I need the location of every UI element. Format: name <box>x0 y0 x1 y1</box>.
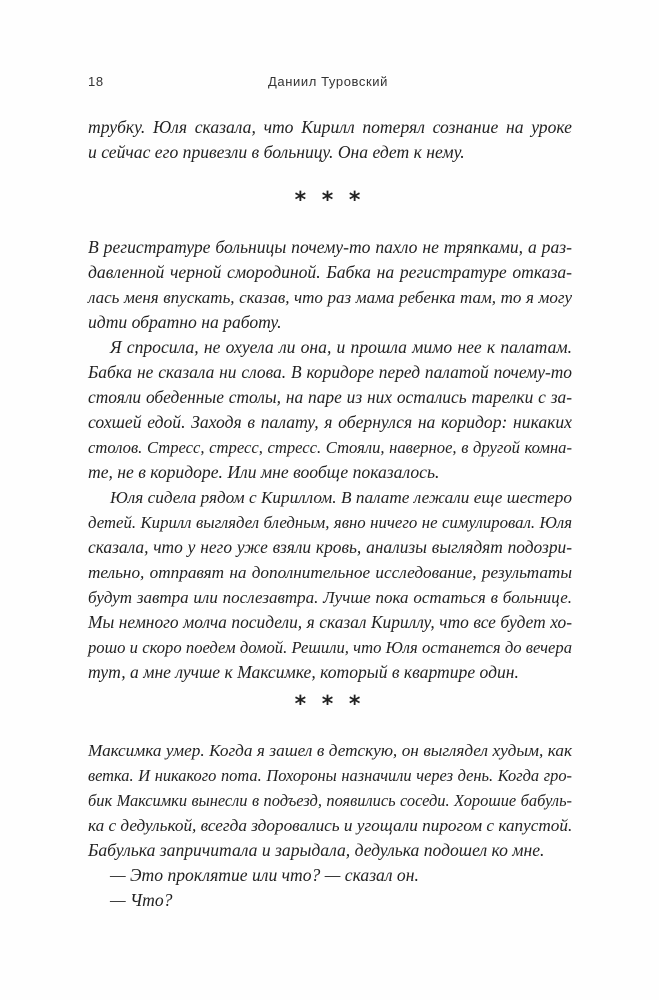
text-line: Юля сидела рядом с Кириллом. В палате лежали еще шестеро <box>110 488 572 507</box>
text-line: те, не в коридоре. Или мне вообще показалось. <box>88 462 440 482</box>
running-header <box>88 74 568 94</box>
text-line: детей. Кирилл выглядел бледным, явно ничего не симулировал. Юля <box>88 513 572 532</box>
section-separator: * * * <box>294 188 365 213</box>
text-line: будут завтра или послезавтра. Лучше пока остаться в больнице. <box>88 588 572 607</box>
text-line: рошо и скоро поедем домой. Решили, что Юля останется до вечера <box>88 638 572 657</box>
text-line: идти обратно на работу. <box>88 312 282 332</box>
text-block-1 <box>88 115 572 165</box>
text-line: стояли обеденные столы, на паре из них остались тарелки с за- <box>88 387 572 407</box>
text-line: трубку. Юля сказала, что Кирилл потерял сознание на уроке <box>88 117 572 137</box>
text-line: сказала, что у него уже взяли кровь, анализы выглядят подозри- <box>88 537 572 557</box>
text-line: тут, а мне лучше к Максимке, который в квартире один. <box>88 662 519 682</box>
text-line: тельно, отправят на дополнительное исследование, результаты <box>88 563 572 582</box>
text-block-3 <box>88 738 572 913</box>
text-line: давленной черной смородиной. Бабка на регистратуре отказа- <box>88 262 572 282</box>
text-block-2 <box>88 235 572 685</box>
text-line: и сейчас его привезли в больницу. Она едет к нему. <box>88 142 465 162</box>
dialogue-line: — Что? <box>110 890 173 910</box>
text-line: Бабка не сказала ни слова. В коридоре перед палатой почему-то <box>88 362 572 382</box>
text-line: Мы немного молча посидели, я сказал Кириллу, что все будет хо- <box>88 612 572 632</box>
text-line: Я спросила, не охуела ли она, и прошла мимо нее к палатам. <box>110 337 572 357</box>
text-line: столов. Стресс, стресс, стресс. Стояли, наверное, в другой комна- <box>88 438 572 457</box>
text-line: бик Максимки вынесли в подъезд, появились соседи. Хорошие бабуль- <box>88 791 572 810</box>
text-line: ветка. И никакого пота. Похороны назначили через день. Когда гро- <box>88 766 572 785</box>
dialogue-line: — Это проклятие или что? — сказал он. <box>110 865 419 885</box>
page-number: 18 <box>88 74 104 89</box>
running-head-author: Даниил Туровский <box>267 74 389 89</box>
text-line: Максимка умер. Когда я зашел в детскую, он выглядел худым, как <box>88 741 572 760</box>
text-line: лась меня впускать, сказав, что раз мама ребенка там, то я могу <box>88 288 572 307</box>
section-separator: * * * <box>294 692 365 717</box>
text-line: сохшей едой. Заходя в палату, я обернулся на коридор: никаких <box>88 412 572 432</box>
text-line: Бабулька запричитала и зарыдала, дедулька подошел ко мне. <box>88 840 545 860</box>
text-line: В регистратуре больницы почему-то пахло не тряпками, а раз- <box>88 237 572 257</box>
text-line: ка с дедулькой, всегда здоровались и угощали пирогом с капустой. <box>88 816 573 835</box>
